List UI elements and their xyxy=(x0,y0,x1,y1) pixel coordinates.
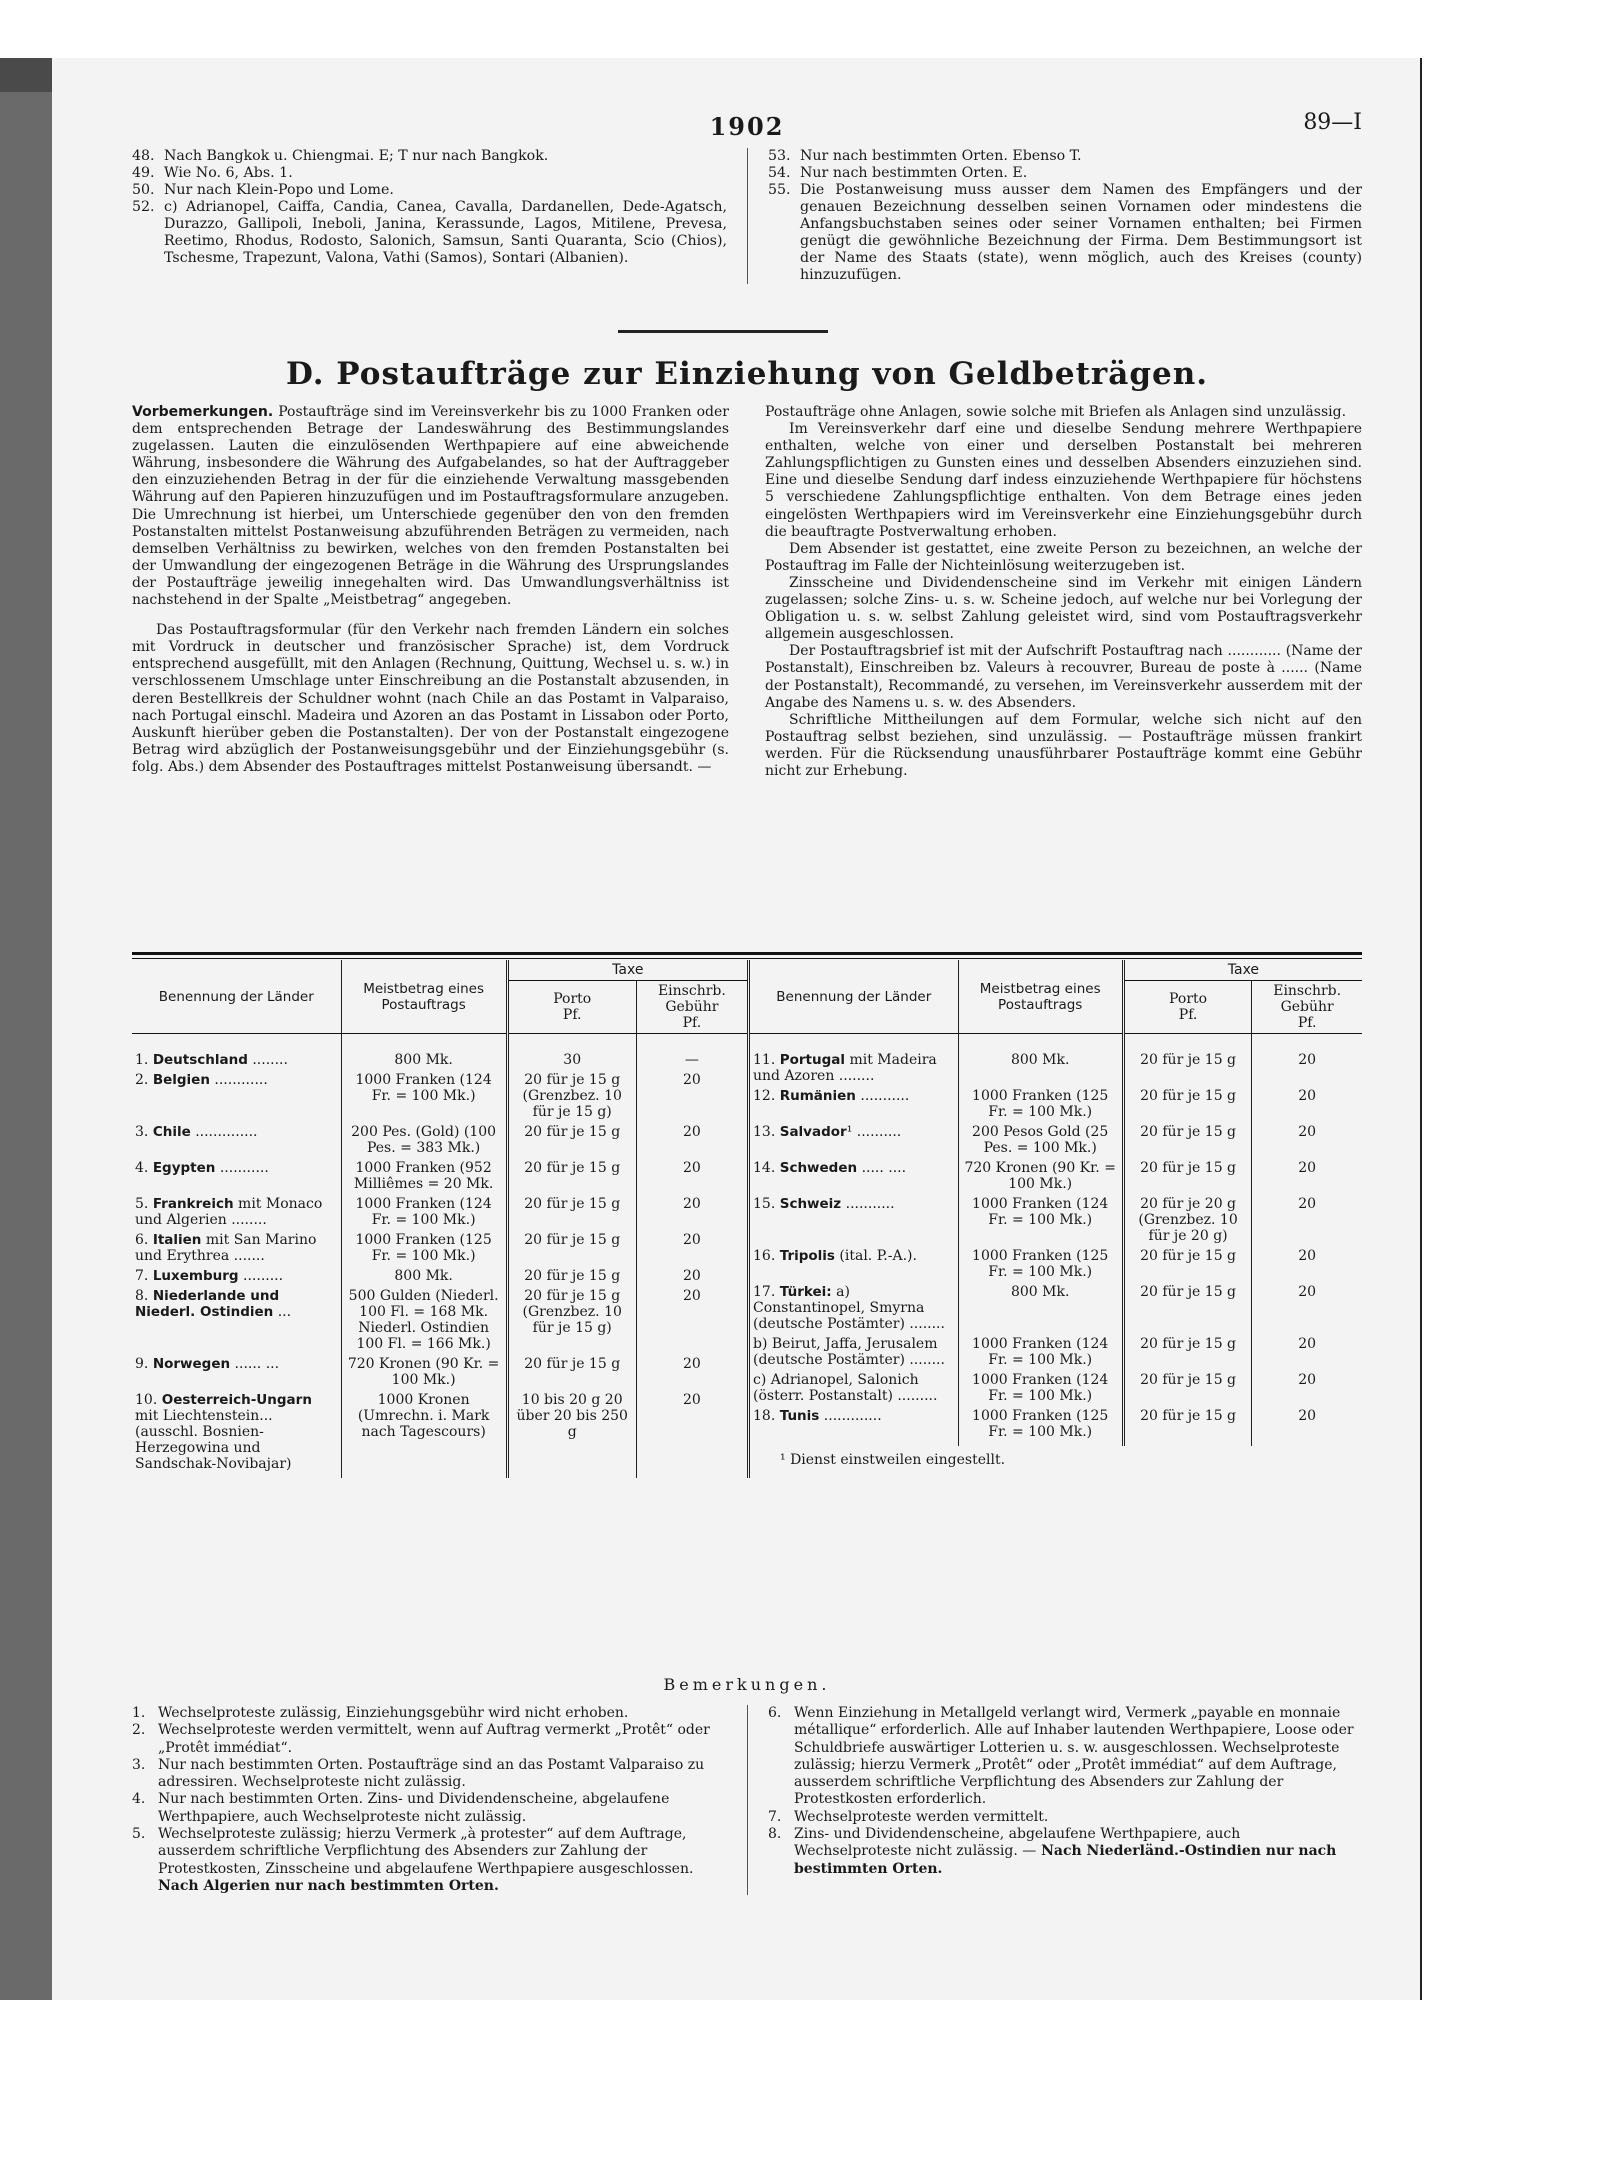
max-amount-cell: 200 Pesos Gold (25 Pes. = 100 Mk.) xyxy=(958,1122,1123,1158)
country-name: Portugal xyxy=(779,1052,846,1068)
remark-text xyxy=(794,1826,1362,1878)
country-cell xyxy=(132,1158,341,1194)
country-cell xyxy=(132,1194,341,1230)
remark-item xyxy=(132,1791,727,1826)
country-name: Niederlande und Niederl. Ostindien xyxy=(135,1288,280,1320)
porto-cell: 20 für je 15 g xyxy=(1123,1406,1252,1446)
top-notes xyxy=(132,148,1362,284)
porto-cell: 20 für je 15 g xyxy=(1123,1122,1252,1158)
header-fee-unit: Pf. xyxy=(682,1015,702,1031)
header-taxe: Taxe xyxy=(1123,960,1362,981)
table-row xyxy=(750,1194,1362,1246)
top-notes-left xyxy=(132,148,747,284)
country-cell xyxy=(132,1070,341,1122)
row-number: 1. xyxy=(135,1052,149,1068)
row-number: 10. xyxy=(135,1392,158,1408)
country-name: Luxemburg xyxy=(152,1268,239,1284)
page-number: 89—I xyxy=(1303,110,1362,135)
note-number: 55. xyxy=(768,182,791,198)
country-cell xyxy=(750,1282,958,1334)
max-amount-cell: 1000 Franken (124 Fr. = 100 Mk.) xyxy=(958,1194,1123,1246)
porto-cell: 20 für je 15 g xyxy=(507,1230,636,1266)
table-footnote: ¹ Dienst einstweilen eingestellt. xyxy=(780,1452,1006,1468)
remark-body: Wechselproteste zulässig; hierzu Vermerk „à protester“ auf dem Auftrage, ausserdem schriftliche Verpflichtung des Absenders zur Zahlung der Protestkosten, Zinsscheine und abgelaufene Werthpapiere ausgeschlossen. xyxy=(158,1826,694,1877)
max-amount-cell: 720 Kronen (90 Kr. = 100 Mk.) xyxy=(958,1158,1123,1194)
remark-emphasis: Nach Niederländ.-Ostindien nur nach bestimmten Orten. xyxy=(794,1843,1337,1877)
country-detail: a) Constantinopel, Smyrna (deutsche Postämter) ........ xyxy=(753,1284,945,1332)
table-row xyxy=(750,1370,1362,1406)
header-max: Meistbetrag eines Postauftrags xyxy=(958,960,1123,1034)
remark-body: Wenn Einziehung in Metallgeld verlangt wird, Vermerk „payable en monnaie métallique“ erforderlich. Alle auf Inhaber lautenden Werthpapiere, Loose oder Schuldbriefe auswärtiger Lotterien u. s. w. ausgeschlossen. Wechselproteste zulässig; hierzu Vermerk „Protêt“ oder „Protêt immédiat“ auf dem Auftrage, ausserdem schriftliche Verpflichtung des Absenders zur Zahlung der Protestkosten erforderlich. xyxy=(794,1705,1354,1808)
country-name: Türkei: xyxy=(779,1284,832,1300)
header-porto-label: Porto xyxy=(553,991,592,1007)
note-number: 52. xyxy=(132,199,155,215)
fee-cell: 20 xyxy=(1252,1370,1362,1406)
remark-item xyxy=(768,1809,1362,1826)
intro-right-column xyxy=(747,404,1362,780)
header-porto xyxy=(1123,981,1252,1034)
table-row xyxy=(132,1194,747,1230)
country-cell xyxy=(132,1390,341,1478)
table-row xyxy=(132,1070,747,1122)
header-country: Benennung der Länder xyxy=(132,960,341,1034)
country-cell xyxy=(750,1086,958,1122)
max-amount-cell: 800 Mk. xyxy=(341,1266,507,1286)
row-number: 16. xyxy=(753,1248,776,1264)
porto-cell: 10 bis 20 g 20 über 20 bis 250 g xyxy=(507,1390,636,1478)
porto-cell: 30 xyxy=(507,1034,636,1071)
country-detail: ...... ... xyxy=(230,1356,280,1372)
remarks-title: Bemerkungen. xyxy=(663,1675,831,1694)
remark-number: 8. xyxy=(768,1826,782,1843)
max-amount-cell: 1000 Franken (125 Fr. = 100 Mk.) xyxy=(958,1086,1123,1122)
table-row xyxy=(750,1122,1362,1158)
country-cell xyxy=(750,1406,958,1446)
fee-cell: 20 xyxy=(636,1122,747,1158)
max-amount-cell: 1000 Franken (124 Fr. = 100 Mk.) xyxy=(341,1070,507,1122)
fee-cell: 20 xyxy=(1252,1406,1362,1446)
header-max: Meistbetrag eines Postauftrags xyxy=(341,960,507,1034)
row-number: 8. xyxy=(135,1288,149,1304)
rates-table-left-half xyxy=(132,960,747,1478)
row-number: 17. xyxy=(753,1284,776,1300)
fee-cell: 20 xyxy=(636,1070,747,1122)
country-detail: .............. xyxy=(190,1124,258,1140)
country-detail: mit Madeira und Azoren ........ xyxy=(753,1052,937,1084)
row-number: 3. xyxy=(135,1124,149,1140)
max-amount-cell: 1000 Franken (124 Fr. = 100 Mk.) xyxy=(958,1370,1123,1406)
note-48 xyxy=(132,148,727,165)
porto-cell: 20 für je 15 g xyxy=(507,1194,636,1230)
remark-text xyxy=(158,1826,727,1895)
table-row xyxy=(132,1122,747,1158)
table-row xyxy=(750,1406,1362,1446)
header-fee xyxy=(1252,981,1362,1034)
porto-cell: 20 für je 15 g xyxy=(1123,1246,1252,1282)
rates-table-left-body xyxy=(132,1034,747,1479)
remark-body: Nur nach bestimmten Orten. Zins- und Dividendenscheine, abgelaufene Werthpapiere, auch Wechselproteste nicht zulässig. xyxy=(158,1791,670,1825)
fee-cell: 20 xyxy=(1252,1334,1362,1370)
note-text: Die Postanweisung muss ausser dem Namen des Empfängers und der genauen Bezeichnung desselben seinen Vornamen oder mindestens die Anfangsbuchstaben seines oder seiner Vornamen enthalten; bei Firmen genügt die gewöhnliche Bezeichnung der Firma. Dem Bestimmungsort ist der Name des Staats (state), wenn möglich, auch des Kreises (county) hinzuzufügen. xyxy=(800,182,1362,283)
intro-paragraph: Schriftliche Mittheilungen auf dem Formular, welche sich nicht auf den Postauftrag selbst beziehen, sind unzulässig. — Postaufträge müssen frankirt werden. Für die Rücksendung unausführbarer Postaufträge kommt eine Gebühr nicht zur Erhebung. xyxy=(765,711,1362,779)
remark-number: 3. xyxy=(132,1756,146,1773)
row-number: 4. xyxy=(135,1160,149,1176)
intro-left-column xyxy=(132,404,747,780)
country-detail: ........... xyxy=(841,1196,895,1212)
remarks-left-column xyxy=(132,1705,747,1895)
country-detail: ... xyxy=(273,1304,292,1320)
note-text: Nur nach bestimmten Orten. Ebenso T. xyxy=(800,148,1082,164)
country-detail: ¹ .......... xyxy=(846,1124,902,1140)
note-53 xyxy=(768,148,1362,165)
table-top-rule xyxy=(132,952,1362,955)
header-porto-unit: Pf. xyxy=(562,1007,582,1023)
table-row xyxy=(132,1354,747,1390)
fee-cell: 20 xyxy=(1252,1194,1362,1246)
country-detail: ........... xyxy=(855,1088,910,1104)
fee-cell: 20 xyxy=(636,1158,747,1194)
row-number: 14. xyxy=(753,1160,776,1176)
country-name: Chile xyxy=(152,1124,191,1140)
country-name: Schweden xyxy=(779,1160,858,1176)
intro-paragraph: Der Postauftragsbrief ist mit der Aufschrift Postauftrag nach ............ (Name der Postanstalt), Einschreiben bz. Valeurs à recouvrer, Bureau de poste à ...... (Name der Postanstalt), Recommandé, zu versehen, im Vereinsverkehr ausserdem mit der Angabe des Namens u. s. w. des Absenders. xyxy=(765,643,1362,711)
country-name: Belgien xyxy=(152,1072,210,1088)
header-fee xyxy=(636,981,747,1034)
remark-item xyxy=(132,1826,727,1895)
country-cell xyxy=(750,1122,958,1158)
country-name: Schweiz xyxy=(779,1196,842,1212)
country-detail: ............. xyxy=(819,1408,882,1424)
country-detail: mit Liechtenstein... (ausschl. Bosnien-Herzegowina und Sandschak-Novibajar) xyxy=(135,1408,292,1472)
header-fee-label: Einschrb. Gebühr xyxy=(1273,983,1342,1015)
intro-paragraph: Im Vereinsverkehr darf eine und dieselbe Sendung mehrere Werthpapiere enthalten, welche von einer und derselben Postanstalt bei mehreren Zahlungspflichtigen zu Gunsten eines und desselben Absenders einzuziehen sind. Eine und dieselbe Sendung darf indess einzuziehende Werthpapiere für höchstens 5 verschiedene Zahlungspflichtige enthalten. Von dem Betrage eines jeden eingelösten Werthpapiers wird im Vereinsverkehr eine Einziehungsgebühr durch die beauftragte Postverwaltung erhoben. xyxy=(765,421,1362,540)
country-detail: ........... xyxy=(215,1160,269,1176)
country-cell xyxy=(132,1122,341,1158)
country-cell xyxy=(132,1266,341,1286)
remark-item xyxy=(132,1722,727,1757)
remark-item xyxy=(768,1705,1362,1809)
note-50 xyxy=(132,182,727,199)
rates-tables xyxy=(132,960,1362,1478)
intro-paragraph: Zinsscheine und Dividendenscheine sind im Verkehr mit einigen Ländern zugelassen; solche Zins- u. s. w. Scheine jedoch, auf welche nur bei Vorlegung der Obligation u. s. w. selbst Zahlung geleistet wird, sind vom Postauftragsverkehr allgemein ausgeschlossen. xyxy=(765,574,1362,643)
porto-cell: 20 für je 15 g xyxy=(1123,1086,1252,1122)
remark-number: 2. xyxy=(132,1722,146,1739)
section-divider xyxy=(618,330,828,333)
remark-text xyxy=(158,1757,727,1792)
max-amount-cell: 800 Mk. xyxy=(341,1034,507,1071)
country-detail: (ital. P.-A.). xyxy=(834,1248,917,1264)
intro-paragraph: Dem Absender ist gestattet, eine zweite Person zu bezeichnen, an welche der Postauftrag im Falle der Nichteinlösung weiterzugeben ist. xyxy=(765,540,1362,574)
country-detail: b) Beirut, Jaffa, Jerusalem (deutsche Postämter) ........ xyxy=(753,1336,945,1368)
row-number: 6. xyxy=(135,1232,149,1248)
country-name: Egypten xyxy=(152,1160,216,1176)
max-amount-cell: 800 Mk. xyxy=(958,1282,1123,1334)
remark-text xyxy=(158,1722,727,1757)
remark-text xyxy=(158,1705,727,1722)
fee-cell: 20 xyxy=(636,1286,747,1354)
remark-number: 5. xyxy=(132,1826,146,1843)
remark-number: 6. xyxy=(768,1705,782,1721)
fee-cell: 20 xyxy=(636,1266,747,1286)
country-cell xyxy=(132,1354,341,1390)
max-amount-cell: 1000 Franken (124 Fr. = 100 Mk.) xyxy=(958,1334,1123,1370)
country-cell xyxy=(750,1158,958,1194)
header-fee-label: Einschrb. Gebühr xyxy=(657,983,726,1015)
country-name: Frankreich xyxy=(152,1196,234,1212)
remark-body: Wechselproteste werden vermittelt. xyxy=(794,1808,1049,1825)
fee-cell: 20 xyxy=(1252,1122,1362,1158)
intro-text xyxy=(132,404,1362,780)
note-55 xyxy=(768,182,1362,284)
remark-body: Nur nach bestimmten Orten. Postaufträge sind an das Postamt Valparaiso zu adressiren. Wechselproteste nicht zulässig. xyxy=(158,1756,705,1791)
note-text: Nur nach Klein-Popo und Lome. xyxy=(164,182,394,198)
header-porto-unit: Pf. xyxy=(1178,1007,1198,1023)
country-detail: mit Monaco und Algerien ........ xyxy=(135,1196,323,1228)
country-name: Deutschland xyxy=(152,1052,248,1068)
country-detail: ..... .... xyxy=(857,1160,907,1176)
max-amount-cell: 1000 Franken (952 Milliêmes = 20 Mk. xyxy=(341,1158,507,1194)
row-number: 18. xyxy=(753,1408,776,1424)
row-number: 13. xyxy=(753,1124,776,1140)
country-cell xyxy=(750,1194,958,1246)
country-cell xyxy=(132,1286,341,1354)
remark-number: 7. xyxy=(768,1808,782,1825)
max-amount-cell: 1000 Franken (125 Fr. = 100 Mk.) xyxy=(958,1246,1123,1282)
table-row xyxy=(132,1230,747,1266)
remark-number: 4. xyxy=(132,1791,146,1808)
row-number: 12. xyxy=(753,1088,776,1104)
country-name: Salvador xyxy=(779,1124,847,1140)
table-row xyxy=(132,1390,747,1478)
fee-cell: — xyxy=(636,1034,747,1071)
porto-cell: 20 für je 15 g xyxy=(507,1158,636,1194)
note-49 xyxy=(132,165,727,182)
remark-emphasis: Nach Algerien nur nach bestimmten Orten. xyxy=(158,1877,499,1894)
porto-cell: 20 für je 15 g xyxy=(1123,1034,1252,1087)
rates-table-right-half xyxy=(747,960,1362,1478)
table-row xyxy=(132,1158,747,1194)
remark-item xyxy=(132,1757,727,1792)
remark-item xyxy=(132,1705,727,1722)
intro-paragraph: Postaufträge ohne Anlagen, sowie solche mit Briefen als Anlagen sind unzulässig. xyxy=(765,404,1347,420)
fee-cell: 20 xyxy=(636,1354,747,1390)
remarks xyxy=(132,1705,1362,1895)
remark-body: Wechselproteste werden vermittelt, wenn auf Auftrag vermerkt „Protêt“ oder „Protêt immédiat“. xyxy=(158,1722,710,1756)
max-amount-cell: 720 Kronen (90 Kr. = 100 Mk.) xyxy=(341,1354,507,1390)
fee-cell: 20 xyxy=(1252,1246,1362,1282)
porto-cell: 20 für je 15 g xyxy=(507,1122,636,1158)
table-row xyxy=(750,1086,1362,1122)
country-cell xyxy=(750,1370,958,1406)
header-country: Benennung der Länder xyxy=(750,960,958,1034)
header-fee-unit: Pf. xyxy=(1297,1015,1317,1031)
country-cell xyxy=(750,1246,958,1282)
remark-body: Zins- und Dividendenscheine, abgelaufene Werthpapiere, auch Wechselproteste nicht zulässig. — xyxy=(794,1826,1241,1860)
max-amount-cell: 800 Mk. xyxy=(958,1034,1123,1087)
max-amount-cell: 1000 Franken (125 Fr. = 100 Mk.) xyxy=(958,1406,1123,1446)
fee-cell: 20 xyxy=(636,1194,747,1230)
country-cell xyxy=(132,1034,341,1071)
note-text: Nach Bangkok u. Chiengmai. E; T nur nach Bangkok. xyxy=(164,148,549,164)
table-row xyxy=(132,1034,747,1071)
header-taxe: Taxe xyxy=(507,960,747,981)
document-page xyxy=(52,58,1422,2000)
intro-paragraph-text: Postaufträge sind im Vereinsverkehr bis zu 1000 Franken oder dem entsprechenden Betrage der Landeswährung des Bestimmungslandes zugelassen. Lauten die einzulösenden Werthpapiere auf eine abweichende Währung, insbesondere die Währung des Aufgabelandes, so hat der Auftraggeber den einzuziehenden Betrag in der für die einziehende Verwaltung massgebenden Währung auf den Papieren hinzuzufügen und im Postauftragsformulare anzugeben. Die Umrechnung ist hierbei, um Unterschiede gegenüber den von den fremden Postanstalten mittelst Postanweisung abzuführenden Beträgen zu vermeiden, nach demselben Verhältniss zu bewirken, welches von den fremden Postanstalten bei der Umwandlung der eingezogenen Beträge in die Währung des Ursprungslandes der Postaufträge jeweilig innegehalten wird. Das Umwandlungsverhältniss ist nachstehend in der Spalte „Meistbetrag“ angegeben. xyxy=(132,404,730,609)
table-row xyxy=(750,1282,1362,1334)
note-number: 48. xyxy=(132,148,155,164)
country-detail: ............ xyxy=(209,1072,268,1088)
table-top-rule-thin xyxy=(132,958,1362,959)
row-number: 15. xyxy=(753,1196,776,1212)
rates-table-right-body xyxy=(750,1034,1362,1447)
note-number: 49. xyxy=(132,165,155,181)
row-number: 7. xyxy=(135,1268,149,1284)
row-number: 9. xyxy=(135,1356,149,1372)
rates-table-right xyxy=(750,960,1362,1446)
fee-cell: 20 xyxy=(1252,1158,1362,1194)
note-text: Nur nach bestimmten Orten. E. xyxy=(800,165,1028,181)
porto-cell: 20 für je 15 g xyxy=(507,1266,636,1286)
row-number: 11. xyxy=(753,1052,776,1068)
page-year: 1902 xyxy=(709,112,785,141)
max-amount-cell: 500 Gulden (Niederl. 100 Fl. = 168 Mk. Niederl. Ostindien 100 Fl. = 166 Mk.) xyxy=(341,1286,507,1354)
remark-number: 1. xyxy=(132,1705,146,1721)
row-number: 2. xyxy=(135,1072,149,1088)
remarks-right-column xyxy=(747,1705,1362,1895)
header-porto xyxy=(507,981,636,1034)
max-amount-cell: 1000 Kronen (Umrechn. i. Mark nach Tagescours) xyxy=(341,1390,507,1478)
remark-item xyxy=(768,1826,1362,1878)
porto-cell: 20 für je 15 g (Grenzbez. 10 für je 15 g) xyxy=(507,1286,636,1354)
country-cell xyxy=(750,1334,958,1370)
country-name: Italien xyxy=(152,1232,202,1248)
max-amount-cell: 1000 Franken (124 Fr. = 100 Mk.) xyxy=(341,1194,507,1230)
porto-cell: 20 für je 15 g xyxy=(1123,1334,1252,1370)
intro-lead: Vorbemerkungen. xyxy=(132,404,274,420)
porto-cell: 20 für je 15 g xyxy=(1123,1158,1252,1194)
fee-cell: 20 xyxy=(636,1390,747,1478)
porto-cell: 20 für je 20 g (Grenzbez. 10 für je 20 g) xyxy=(1123,1194,1252,1246)
row-number: 5. xyxy=(135,1196,149,1212)
country-name: Norwegen xyxy=(152,1356,231,1372)
note-52 xyxy=(132,199,727,267)
scan-edge xyxy=(0,92,52,2000)
note-54 xyxy=(768,165,1362,182)
porto-cell: 20 für je 15 g xyxy=(1123,1370,1252,1406)
fee-cell: 20 xyxy=(1252,1034,1362,1087)
table-row xyxy=(750,1158,1362,1194)
remark-text xyxy=(794,1809,1362,1826)
max-amount-cell: 200 Pes. (Gold) (100 Pes. = 383 Mk.) xyxy=(341,1122,507,1158)
porto-cell: 20 für je 15 g (Grenzbez. 10 für je 15 g) xyxy=(507,1070,636,1122)
max-amount-cell: 1000 Franken (125 Fr. = 100 Mk.) xyxy=(341,1230,507,1266)
header-porto-label: Porto xyxy=(1169,991,1208,1007)
porto-cell: 20 für je 15 g xyxy=(507,1354,636,1390)
table-row xyxy=(132,1286,747,1354)
country-detail: mit San Marino und Erythrea ....... xyxy=(135,1232,317,1264)
country-cell xyxy=(750,1034,958,1087)
country-name: Tunis xyxy=(779,1408,820,1424)
note-number: 50. xyxy=(132,182,155,198)
note-text: Wie No. 6, Abs. 1. xyxy=(164,165,293,181)
note-text: c) Adrianopel, Caiffa, Candia, Canea, Cavalla, Dardanellen, Dede-Agatsch, Durazzo, Gallipoli, Ineboli, Janina, Kerassunde, Lagos, Mitilene, Prevesa, Reetimo, Rhodus, Rodosto, Salonich, Samsun, Santi Quaranta, Scio (Chios), Tschesme, Trapezunt, Valona, Vathi (Samos), Sontari (Albanien). xyxy=(164,199,727,266)
country-detail: c) Adrianopel, Salonich (österr. Postanstalt) ......... xyxy=(753,1372,938,1404)
country-name: Oesterreich-Ungarn xyxy=(161,1392,312,1408)
fee-cell: 20 xyxy=(1252,1282,1362,1334)
section-heading: D. Postaufträge zur Einziehung von Geldbeträgen. xyxy=(285,356,1209,392)
note-number: 54. xyxy=(768,165,791,181)
top-notes-right xyxy=(747,148,1362,284)
country-detail: ........ xyxy=(247,1052,288,1068)
table-row xyxy=(750,1334,1362,1370)
note-number: 53. xyxy=(768,148,791,164)
remark-body: Wechselproteste zulässig, Einziehungsgebühr wird nicht erhoben. xyxy=(158,1705,629,1721)
intro-paragraph: Das Postauftragsformular (für den Verkehr nach fremden Ländern ein solches mit Vordruck in deutscher und französischer Sprache) ist, dem Vordruck entsprechend ausgefüllt, mit den Anlagen (Rechnung, Quittung, Wechsel u. s. w.) in verschlossenem Umschlage unter Einschreibung an die Postanstalt abzusenden, in deren Bestellkreis der Schuldner wohnt (nach Chile an das Postamt in Valparaiso, nach Portugal einschl. Madeira und Azoren an das Postamt in Lissabon oder Porto, Auskunft hierüber geben die Postanstalten). Der von der Postanstalt eingezogene Betrag wird abzüglich der Postanweisungsgebühr und der Einziehungsgebühr (s. folg. Abs.) dem Absender des Postauftrages mittelst Postanweisung übersandt. — xyxy=(132,622,729,775)
remark-text xyxy=(158,1791,727,1826)
fee-cell: 20 xyxy=(636,1230,747,1266)
fee-cell: 20 xyxy=(1252,1086,1362,1122)
country-name: Rumänien xyxy=(779,1088,856,1104)
intro-paragraph xyxy=(132,404,729,609)
table-row xyxy=(750,1034,1362,1087)
country-cell xyxy=(132,1230,341,1266)
remark-text xyxy=(794,1705,1362,1809)
table-row xyxy=(750,1246,1362,1282)
country-detail: ......... xyxy=(238,1268,284,1284)
table-row xyxy=(132,1266,747,1286)
country-name: Tripolis xyxy=(779,1248,835,1264)
porto-cell: 20 für je 15 g xyxy=(1123,1282,1252,1334)
rates-table-left xyxy=(132,960,747,1478)
